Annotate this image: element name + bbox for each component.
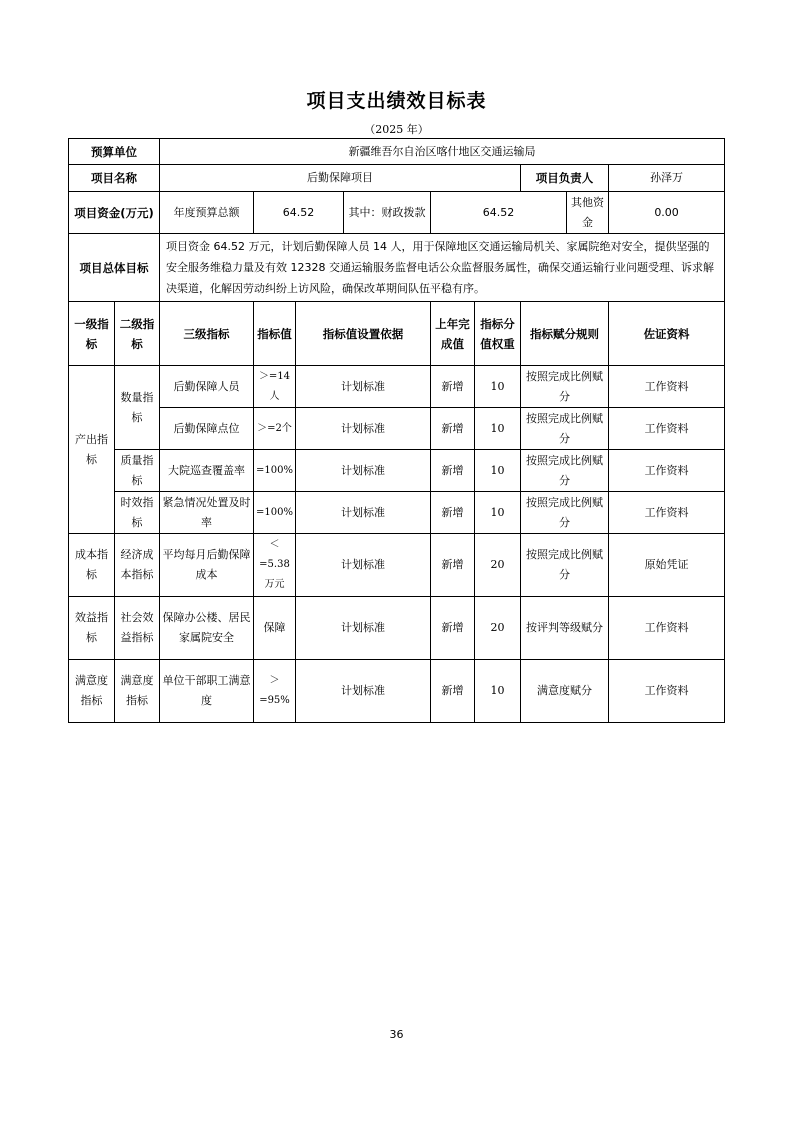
level3-cell: 大院巡查覆盖率	[160, 450, 254, 492]
column-header-value: 指标值	[254, 302, 296, 366]
year-label: （2025 年）	[364, 123, 429, 136]
last-year-cell: 新增	[431, 366, 475, 408]
fiscal-value: 64.52	[431, 192, 567, 234]
level1-cell: 产出指标	[69, 366, 115, 534]
table-row	[69, 597, 725, 660]
weight-cell: 10	[475, 450, 521, 492]
budget-unit-label: 预算单位	[69, 139, 160, 165]
column-header-row	[69, 302, 725, 366]
owner-label: 项目负责人	[521, 165, 609, 192]
basis-cell: 计划标准	[296, 366, 431, 408]
last-year-cell: 新增	[431, 534, 475, 597]
goal-row	[69, 234, 725, 302]
column-header-level2: 二级指标	[115, 302, 160, 366]
column-header-last-year: 上年完成值	[431, 302, 475, 366]
fiscal-label: 其中：财政拨款	[344, 192, 431, 234]
level3-cell: 平均每月后勤保障成本	[160, 534, 254, 597]
basis-cell: 计划标准	[296, 660, 431, 723]
budget-unit-row	[69, 139, 725, 165]
column-header-evidence: 佐证资料	[609, 302, 725, 366]
last-year-cell: 新增	[431, 492, 475, 534]
last-year-cell: 新增	[431, 408, 475, 450]
value-cell: =100%	[254, 450, 296, 492]
basis-cell: 计划标准	[296, 408, 431, 450]
project-name-label: 项目名称	[69, 165, 160, 192]
level3-cell: 保障办公楼、居民家属院安全	[160, 597, 254, 660]
evidence-cell: 原始凭证	[609, 534, 725, 597]
evidence-cell: 工作资料	[609, 366, 725, 408]
basis-cell: 计划标准	[296, 534, 431, 597]
weight-cell: 10	[475, 408, 521, 450]
evidence-cell: 工作资料	[609, 408, 725, 450]
annual-total-value: 64.52	[254, 192, 344, 234]
weight-cell: 20	[475, 597, 521, 660]
weight-cell: 10	[475, 492, 521, 534]
fund-row	[69, 192, 725, 234]
project-name-value: 后勤保障项目	[160, 165, 521, 192]
weight-cell: 10	[475, 660, 521, 723]
basis-cell: 计划标准	[296, 492, 431, 534]
column-header-rule: 指标赋分规则	[521, 302, 609, 366]
column-header-weight: 指标分值权重	[475, 302, 521, 366]
column-header-basis: 指标值设置依据	[296, 302, 431, 366]
rule-cell: 满意度赋分	[521, 660, 609, 723]
level3-cell: 单位干部职工满意度	[160, 660, 254, 723]
table-row	[69, 534, 725, 597]
table-row	[69, 660, 725, 723]
last-year-cell: 新增	[431, 597, 475, 660]
level3-cell: 紧急情况处置及时率	[160, 492, 254, 534]
value-cell: 保障	[254, 597, 296, 660]
level3-cell: 后勤保障人员	[160, 366, 254, 408]
other-funds-value: 0.00	[609, 192, 725, 234]
basis-cell: 计划标准	[296, 450, 431, 492]
value-cell: =100%	[254, 492, 296, 534]
rule-cell: 按照完成比例赋分	[521, 366, 609, 408]
performance-table	[68, 138, 725, 723]
weight-cell: 10	[475, 366, 521, 408]
basis-cell: 计划标准	[296, 597, 431, 660]
level2-cell: 社会效益指标	[115, 597, 160, 660]
rule-cell: 按评判等级赋分	[521, 597, 609, 660]
value-cell: ＜=5.38万元	[254, 534, 296, 597]
fund-label: 项目资金(万元)	[69, 192, 160, 234]
level2-cell: 时效指标	[115, 492, 160, 534]
rule-cell: 按照完成比例赋分	[521, 450, 609, 492]
annual-total-label: 年度预算总额	[160, 192, 254, 234]
rule-cell: 按照完成比例赋分	[521, 408, 609, 450]
project-name-row	[69, 165, 725, 192]
page-number: 36	[389, 1028, 404, 1041]
level1-cell: 成本指标	[69, 534, 115, 597]
evidence-cell: 工作资料	[609, 597, 725, 660]
budget-unit-value: 新疆维吾尔自治区喀什地区交通运输局	[160, 139, 725, 165]
level2-cell: 满意度指标	[115, 660, 160, 723]
value-cell: ＞=2个	[254, 408, 296, 450]
level1-cell: 满意度指标	[69, 660, 115, 723]
evidence-cell: 工作资料	[609, 450, 725, 492]
value-cell: ＞=95%	[254, 660, 296, 723]
rule-cell: 按照完成比例赋分	[521, 492, 609, 534]
evidence-cell: 工作资料	[609, 492, 725, 534]
level1-cell: 效益指标	[69, 597, 115, 660]
other-funds-label: 其他资金	[567, 192, 609, 234]
level3-cell: 后勤保障点位	[160, 408, 254, 450]
evidence-cell: 工作资料	[609, 660, 725, 723]
goal-text: 项目资金 64.52 万元，计划后勤保障人员 14 人，用于保障地区交通运输局机关、家属院绝对安全，提供坚强的安全服务维稳力量及有效 12328 交通运输服务监督电话公众监督服务属性，确保交通运输行业问题受理、诉求解决渠道，化解因劳动纠纷上访风险，确保改革期间队伍平稳有序。	[160, 234, 725, 302]
table-row	[69, 450, 725, 492]
weight-cell: 20	[475, 534, 521, 597]
table-row	[69, 492, 725, 534]
level2-cell: 质量指标	[115, 450, 160, 492]
level2-cell: 经济成本指标	[115, 534, 160, 597]
value-cell: ＞=14人	[254, 366, 296, 408]
level2-cell: 数量指标	[115, 366, 160, 450]
column-header-level1: 一级指标	[69, 302, 115, 366]
page-title: 项目支出绩效目标表	[306, 90, 487, 112]
table-row	[69, 408, 725, 450]
goal-label: 项目总体目标	[69, 234, 160, 302]
column-header-level3: 三级指标	[160, 302, 254, 366]
table-row	[69, 366, 725, 408]
last-year-cell: 新增	[431, 450, 475, 492]
owner-value: 孙泽万	[609, 165, 725, 192]
rule-cell: 按照完成比例赋分	[521, 534, 609, 597]
last-year-cell: 新增	[431, 660, 475, 723]
